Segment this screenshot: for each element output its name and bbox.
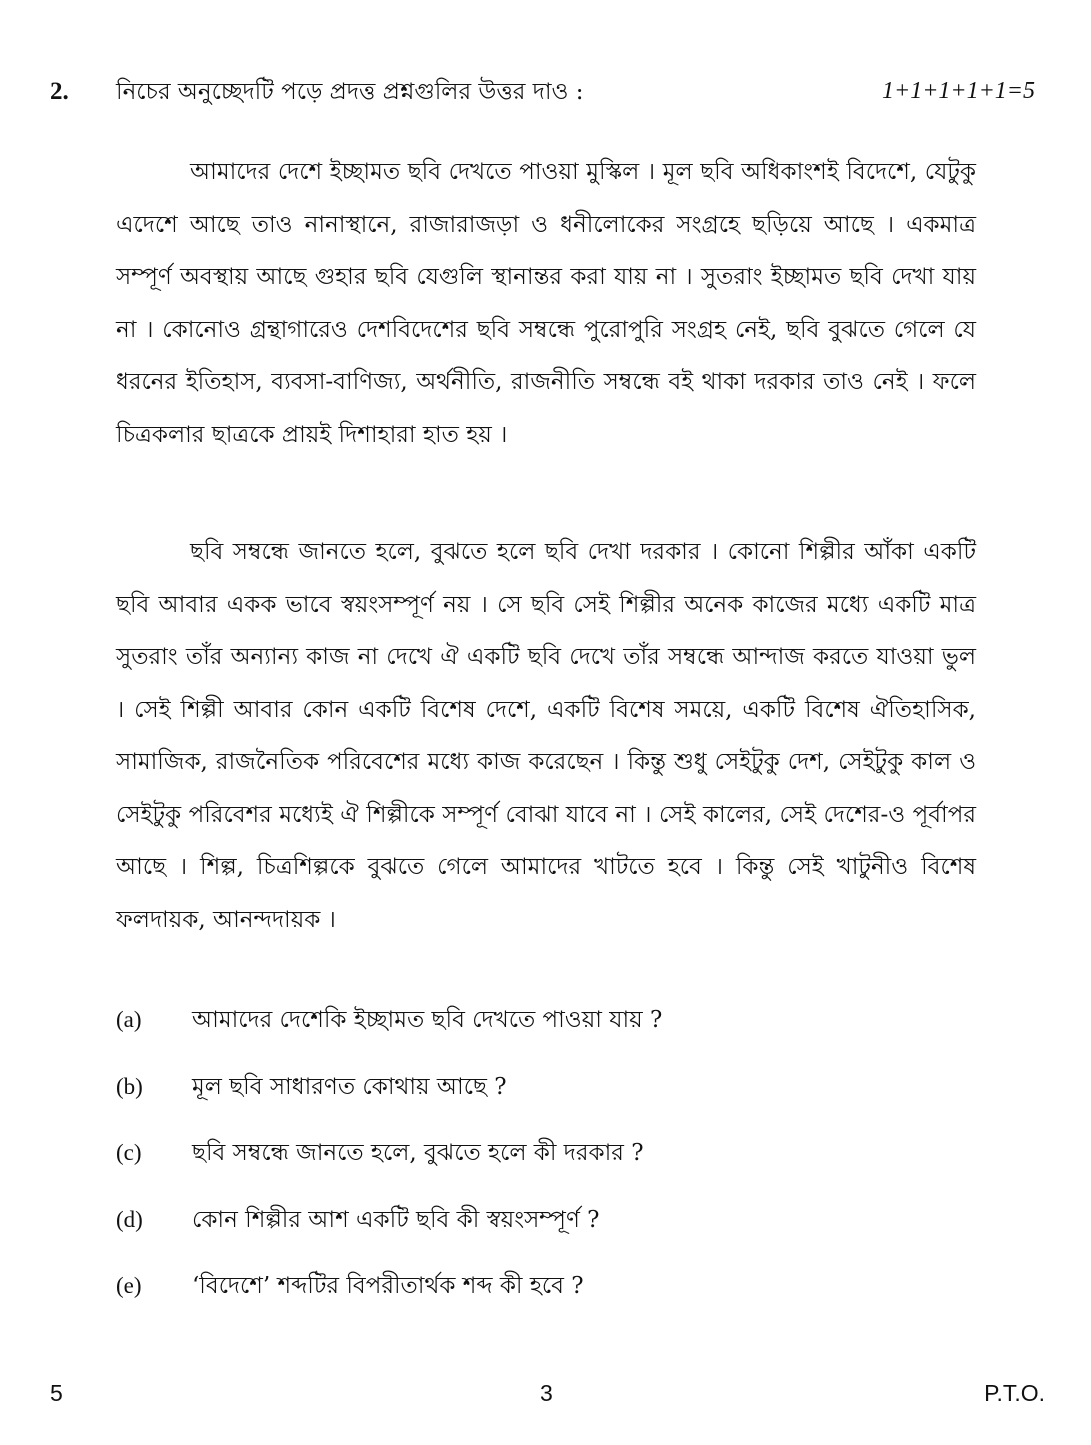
paragraph-text: আমাদের দেশে ইচ্ছামত ছবি দেখতে পাওয়া মুস্কিল । মূল ছবি অধিকাংশই বিদেশে, যেটুকু এদেশে আছে তাও নানাস্থানে, রাজারাজড়া ও ধনীলোকের সংগ্রহে ছড়িয়ে আছে । একমাত্র সম্পূর্ণ অবস্থায় আছে গুহার ছবি যেগুলি স্থানান্তর করা যায় না । সুতরাং ইচ্ছামত ছবি দেখা যায় না । কোনোও গ্রন্থাগারেও দেশবিদেশের ছবি সম্বন্ধে পুরোপুরি সংগ্রহ নেই, ছবি বুঝতে গেলে যে ধরনের ইতিহাস, ব্যবসা-বাণিজ্য, অর্থনীতি, রাজনীতি সম্বন্ধে বই থাকা দরকার তাও নেই । ফলে চিত্রকলার ছাত্রকে প্রায়ই দিশাহারা হাত হয় । — [116, 159, 976, 448]
question-instruction: নিচের অনুচ্ছেদটি পড়ে প্রদত্ত প্রশ্নগুলির উত্তর দাও : — [116, 79, 584, 105]
paragraph-text: ছবি সম্বন্ধে জানতে হলে, বুঝতে হলে ছবি দেখা দরকার । কোনো শিল্পীর আঁকা একটি ছবি আবার একক ভাবে স্বয়ংসম্পূর্ণ নয় । সে ছবি সেই শিল্পীর অনেক কাজের মধ্যে একটি মাত্র সুতরাং তাঁর অন্যান্য কাজ না দেখে ঐ একটি ছবি দেখে তাঁর সম্বন্ধে আন্দাজ করতে যাওয়া ভুল । সেই শিল্পী আবার কোন একটি বিশেষ দেশে, একটি বিশেষ সময়ে, একটি বিশেষ ঐতিহাসিক, সামাজিক, রাজনৈতিক পরিবেশের মধ্যে কাজ করেছেন । কিন্তু শুধু সেইটুকু দেশ, সেইটুকু কাল ও সেইটুকু পরিবেশর মধ্যেই ঐ শিল্পীকে সম্পূর্ণ বোঝা যাবে না । সেই কালের, সেই দেশের-ও পূর্বাপর আছে । শিল্প, চিত্রশিল্পকে বুঝতে গেলে আমাদের খাটতে হবে । কিন্তু সেই খাটুনীও বিশেষ ফলদায়ক, আনন্দদায়ক । — [116, 539, 976, 933]
subquestion-a — [116, 1000, 976, 1067]
subquestion-text: ছবি সম্বন্ধে জানতে হলে, বুঝতে হলে কী দরকার ? — [192, 1140, 644, 1166]
question-number: 2. — [50, 78, 69, 105]
subquestion-text: কোন শিল্পীর আশ একটি ছবি কী স্বয়ংসম্পূর্ণ ? — [192, 1206, 600, 1233]
subquestion-b — [116, 1067, 976, 1134]
subquestion-label: (b) — [116, 1073, 143, 1099]
subquestion-text: আমাদের দেশেকি ইচ্ছামত ছবি দেখতে পাওয়া যায় ? — [192, 1007, 663, 1033]
subquestion-text: ‘বিদেশে’ শব্দটির বিপরীতার্থক শব্দ কী হবে ? — [192, 1273, 584, 1299]
pto-label: P.T.O. — [984, 1380, 1045, 1406]
footer-code: 5 — [50, 1380, 63, 1406]
subquestion-label: (e) — [116, 1273, 142, 1298]
subquestion-e — [116, 1266, 976, 1333]
subquestion-label: (d) — [116, 1206, 143, 1232]
passage-paragraph-1 — [116, 146, 976, 461]
passage-paragraph-2 — [116, 526, 976, 946]
subquestion-list — [116, 1000, 976, 1333]
subquestion-c — [116, 1133, 976, 1200]
subquestion-label: (a) — [116, 1007, 142, 1032]
marks-scheme: 1+1+1+1+1=5 — [882, 78, 1035, 104]
page-number: 3 — [540, 1380, 553, 1406]
subquestion-label: (c) — [116, 1140, 142, 1165]
subquestion-d — [116, 1200, 976, 1267]
subquestion-text: মূল ছবি সাধারণত কোথায় আছে ? — [192, 1073, 507, 1100]
